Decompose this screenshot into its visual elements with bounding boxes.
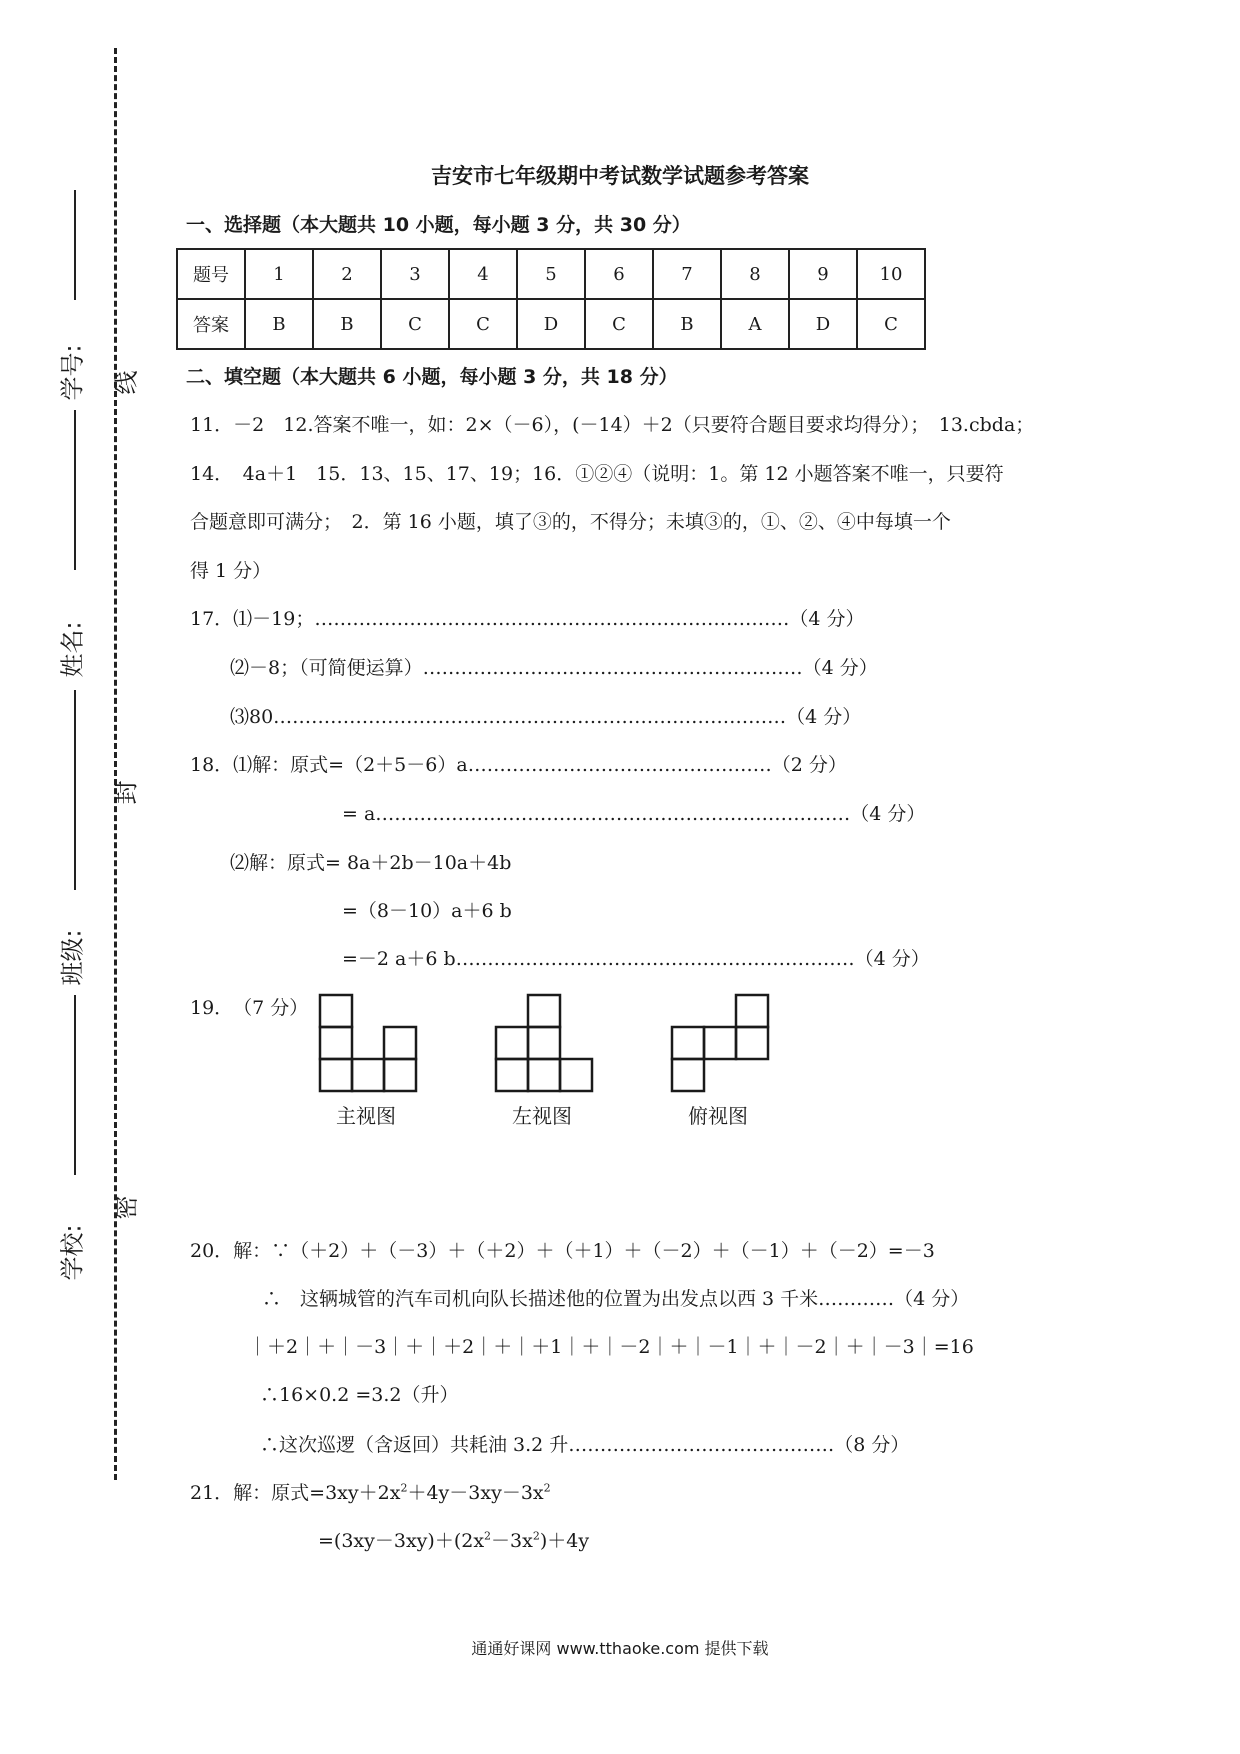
q18-line-2: = a…………………………………………………………………（4 分） xyxy=(342,803,926,825)
table-cell: 8 xyxy=(721,249,789,299)
seal-char-line: 线 xyxy=(112,370,141,395)
table-cell: C xyxy=(381,299,449,349)
table-cell: D xyxy=(789,299,857,349)
top-view-label: 俯视图 xyxy=(688,1104,748,1128)
q21-exponent: 2 xyxy=(532,1529,540,1543)
q18-line-4: =（8－10）a＋6 b xyxy=(342,900,512,922)
q17-part1: 17．⑴－19；…………………………………………………………………（4 分） xyxy=(190,608,865,630)
binding-dashed-line xyxy=(114,48,117,1480)
name-underline-upper xyxy=(74,410,76,570)
left-view-figure xyxy=(494,993,594,1093)
footer-credit: 通通好课网 www.tthaoke.com 提供下载 xyxy=(471,1639,769,1658)
table-header-number: 题号 xyxy=(177,249,245,299)
q21-line-1-b: ＋4y－3xy－3x xyxy=(407,1482,544,1504)
fill-answers-line-3: 合题意即可满分； 2．第 16 小题，填了③的，不得分；未填③的，①、②、④中每填一个 xyxy=(190,511,951,533)
q21-exponent: 2 xyxy=(400,1481,408,1495)
q21-line-1-a: 21．解：原式=3xy＋2x xyxy=(190,1482,401,1504)
q18-line-5: =－2 a＋6 b………………………………………………………（4 分） xyxy=(342,948,930,970)
class-label: 班级: xyxy=(58,929,87,986)
table-header-answer: 答案 xyxy=(177,299,245,349)
q21-line-1 xyxy=(190,1478,551,1505)
name-label: 姓名: xyxy=(58,621,87,678)
student-id-underline xyxy=(74,190,76,300)
table-cell: 3 xyxy=(381,249,449,299)
table-cell: C xyxy=(585,299,653,349)
front-view-figure xyxy=(318,993,418,1093)
q21-exponent: 2 xyxy=(484,1529,492,1543)
q20-line-3: ｜＋2｜＋｜－3｜＋｜＋2｜＋｜＋1｜＋｜－2｜＋｜－1｜＋｜－2｜＋｜－3｜=16 xyxy=(248,1336,974,1358)
q19-label: 19． （7 分） xyxy=(190,997,309,1019)
table-cell: 2 xyxy=(313,249,381,299)
table-cell: B xyxy=(653,299,721,349)
student-id-label: 学号: xyxy=(58,344,87,401)
table-cell: B xyxy=(245,299,313,349)
table-cell: 6 xyxy=(585,249,653,299)
seal-char-secret: 密 xyxy=(112,1195,141,1220)
q21-line-2-b: －3x xyxy=(491,1530,533,1552)
table-cell: C xyxy=(449,299,517,349)
section1-heading: 一、选择题（本大题共 10 小题，每小题 3 分，共 30 分） xyxy=(186,214,691,236)
table-row-answers xyxy=(177,299,925,349)
q20-line-1: 20．解：∵（＋2）＋（－3）＋（＋2）＋（＋1）＋（－2）＋（－1）＋（－2）=－3 xyxy=(190,1240,935,1262)
fill-answers-line-1: 11．－2 12.答案不唯一，如：2×（－6），(－14）＋2（只要符合题目要求均得分）； 13.cbda； xyxy=(190,414,1035,436)
left-view-label: 左视图 xyxy=(512,1104,572,1128)
table-cell: D xyxy=(517,299,585,349)
q21-line-2 xyxy=(318,1526,589,1553)
name-underline-lower xyxy=(74,690,76,890)
table-cell: 4 xyxy=(449,249,517,299)
table-cell: 7 xyxy=(653,249,721,299)
table-cell: 10 xyxy=(857,249,925,299)
q17-part2: ⑵－8；（可简便运算）……………………………………………………（4 分） xyxy=(230,657,878,679)
table-cell: A xyxy=(721,299,789,349)
front-view-label: 主视图 xyxy=(336,1104,396,1128)
fill-answers-line-4: 得 1 分） xyxy=(190,560,272,582)
school-label: 学校: xyxy=(58,1224,87,1281)
answer-table xyxy=(176,248,926,350)
q17-part3: ⑶80………………………………………………………………………（4 分） xyxy=(230,706,862,728)
q20-line-5: ∴这次巡逻（含返回）共耗油 3.2 升……………………………………（8 分） xyxy=(260,1434,910,1456)
q18-line-3: ⑵解：原式= 8a＋2b－10a＋4b xyxy=(230,852,512,874)
page-title: 吉安市七年级期中考试数学试题参考答案 xyxy=(431,164,809,188)
fill-answers-line-2: 14． 4a＋1 15．13、15、17、19；16．①②④（说明：1。第 12 小题答案不唯一，只要符 xyxy=(190,463,1004,485)
q18-line-1: 18．⑴解：原式=（2＋5－6）a…………………………………………（2 分） xyxy=(190,754,847,776)
class-underline xyxy=(74,995,76,1175)
section2-heading: 二、填空题（本大题共 6 小题，每小题 3 分，共 18 分） xyxy=(186,366,678,388)
table-cell: 9 xyxy=(789,249,857,299)
seal-char-seal: 封 xyxy=(112,780,141,805)
table-cell: B xyxy=(313,299,381,349)
q20-line-4: ∴16×0.2 =3.2（升） xyxy=(260,1384,459,1406)
table-cell: 5 xyxy=(517,249,585,299)
q20-line-2: ∴ 这辆城管的汽车司机向队长描述他的位置为出发点以西 3 千米…………（4 分） xyxy=(262,1288,970,1310)
q21-exponent: 2 xyxy=(543,1481,551,1495)
q21-line-2-a: =(3xy－3xy)＋(2x xyxy=(318,1530,485,1552)
table-row-numbers xyxy=(177,249,925,299)
table-cell: C xyxy=(857,299,925,349)
table-cell: 1 xyxy=(245,249,313,299)
q21-line-2-c: )＋4y xyxy=(539,1530,590,1552)
top-view-figure xyxy=(670,993,770,1093)
